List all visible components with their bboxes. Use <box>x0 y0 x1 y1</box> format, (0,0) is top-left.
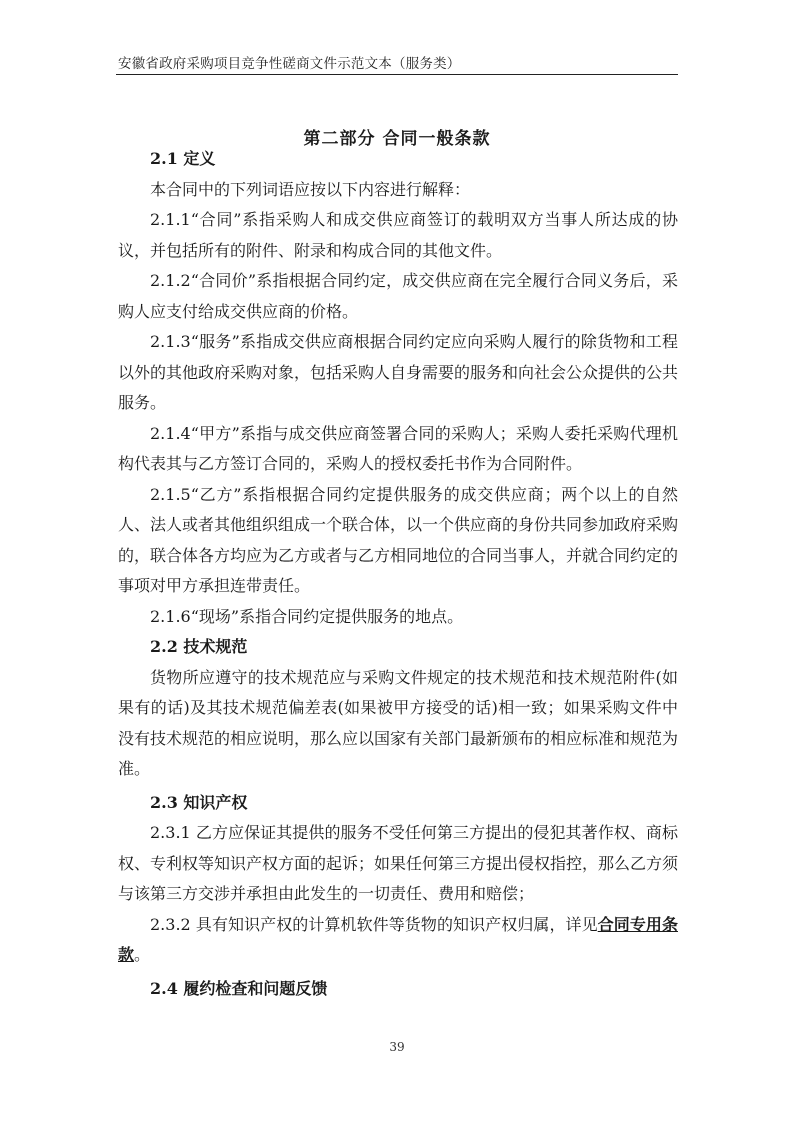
clause-2-1-2: 2.1.2“合同价”系指根据合同约定，成交供应商在完全履行合同义务后，采购人应支付给成交供应商的价格。 <box>118 271 678 321</box>
clause-2-1-6: 2.1.6“现场”系指合同约定提供服务的地点。 <box>150 606 464 626</box>
clause-2-1-4: 2.1.4“甲方”系指与成交供应商签署合同的采购人；采购人委托采购代理机构代表其与乙方签订合同的，采购人的授权委托书作为合同附件。 <box>118 423 678 473</box>
section-heading-2-1: 2.1 定义 <box>150 149 216 168</box>
special-terms-reference: 合同专用条款 <box>118 914 678 964</box>
part-title: 第二部分 合同一般条款 <box>303 129 491 149</box>
header-rule <box>116 74 678 75</box>
section-heading-2-2: 2.2 技术规范 <box>150 637 248 656</box>
clause-2-3-2-text: 2.3.2 具有知识产权的计算机软件等货物的知识产权归属，详见 <box>150 914 598 934</box>
clause-2-2: 货物所应遵守的技术规范应与采购文件规定的技术规范和技术规范附件(如果有的话)及其技术规范偏差表(如果被甲方接受的话)相一致；如果采购文件中没有技术规范的相应说明，那么应以国家有关部门最新颁布的相应标准和规范为准。 <box>118 667 679 778</box>
section-heading-2-3: 2.3 知识产权 <box>150 792 248 812</box>
document-body <box>118 144 678 1004</box>
section-2-1-intro: 本合同中的下列词语应按以下内容进行解释： <box>150 179 471 199</box>
clause-2-1-5: 2.1.5“乙方”系指根据合同约定提供服务的成交供应商；两个以上的自然人、法人或者其他组织组成一个联合体，以一个供应商的身份共同参加政府采购的，联合体各方均应为乙方或者与乙方相同地位的合同当事人，并就合同约定的事项对甲方承担连带责任。 <box>118 484 679 595</box>
section-heading-2-4: 2.4 履约检查和问题反馈 <box>150 978 328 998</box>
clause-2-1-3: 2.1.3“服务”系指成交供应商根据合同约定应向采购人履行的除货物和工程以外的其他政府采购对象，包括采购人自身需要的服务和向社会公众提供的公共服务。 <box>118 332 679 412</box>
clause-2-3-2-end: 。 <box>134 945 151 964</box>
page-number: 39 <box>389 1040 405 1054</box>
clause-2-1-1: 2.1.1“合同”系指采购人和成交供应商签订的载明双方当事人所达成的协议，并包括所有的附件、附录和构成合同的其他文件。 <box>118 210 678 260</box>
clause-2-3-1: 2.3.1 乙方应保证其提供的服务不受任何第三方提出的侵犯其著作权、商标权、专利权等知识产权方面的起诉；如果任何第三方提出侵权指控，那么乙方须与该第三方交涉并承担由此发生的一切责任、费用和赔偿； <box>118 823 679 903</box>
clause-2-3-2 <box>118 910 678 971</box>
document-header: 安徽省政府采购项目竞争性磋商文件示范文本（服务类） <box>118 56 461 72</box>
